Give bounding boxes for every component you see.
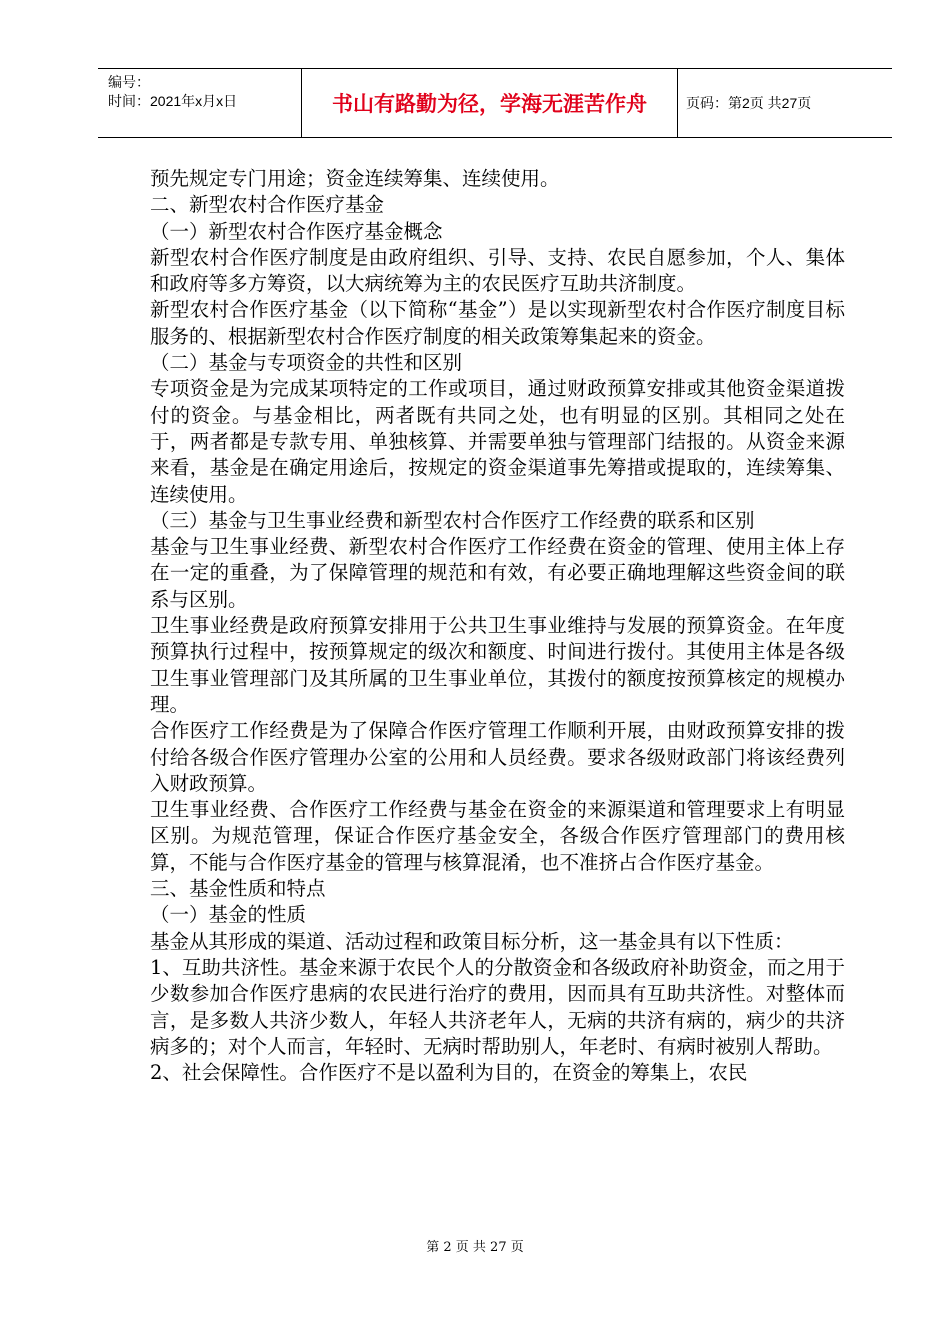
paragraph: 卫生事业经费是政府预算安排用于公共卫生事业维持与发展的预算资金。在年度预算执行过程中，按预算规定的级次和额度、时间进行拨付。其使用主体是各级卫生事业管理部门及其所属的卫生事业单位，其拨付的额度按预算核定的规模办理。: [150, 614, 845, 716]
header-number: 编号：: [108, 74, 150, 90]
paragraph: 新型农村合作医疗基金（以下简称“基金”）是以实现新型农村合作医疗制度目标服务的、根据新型农村合作医疗制度的相关政策筹集起来的资金。: [150, 298, 845, 348]
paragraph: 基金从其形成的渠道、活动过程和政策目标分析，这一基金具有以下性质：: [150, 929, 794, 953]
paragraph: 2、社会保障性。合作医疗不是以盈利为目的，在资金的筹集上，农民: [150, 1061, 748, 1085]
document-body: [150, 166, 845, 1086]
header-motto: 书山有路勤为径，学海无涯苦作舟: [302, 69, 678, 137]
subsection-heading: （三）基金与卫生事业经费和新型农村合作医疗工作经费的联系和区别: [150, 508, 755, 532]
subsection-heading: （一）新型农村合作医疗基金概念: [150, 219, 443, 243]
subsection-heading: （二）基金与专项资金的共性和区别: [150, 351, 463, 375]
paragraph: 新型农村合作医疗制度是由政府组织、引导、支持、农民自愿参加，个人、集体和政府等多方筹资，以大病统筹为主的农民医疗互助共济制度。: [150, 245, 845, 296]
subsection-heading: （一）基金的性质: [150, 903, 307, 927]
paragraph: 专项资金是为完成某项特定的工作或项目，通过财政预算安排或其他资金渠道拨付的资金。与基金相比，两者既有共同之处，也有明显的区别。其相同之处在于，两者都是专款专用、单独核算、并需要单独与管理部门结报的。从资金来源来看，基金是在确定用途后，按规定的资金渠道事先筹措或提取的，连续筹集、连续使用。: [150, 377, 845, 506]
paragraph: 合作医疗工作经费是为了保障合作医疗管理工作顺利开展，由财政预算安排的拨付给各级合作医疗管理办公室的公用和人员经费。要求各级财政部门将该经费列入财政预算。: [150, 719, 845, 795]
header-time: 时间：2021年x月x日: [108, 93, 238, 109]
section-heading: 二、新型农村合作医疗基金: [150, 193, 385, 217]
paragraph: 预先规定专门用途；资金连续筹集、连续使用。: [150, 167, 560, 190]
header-meta: [98, 69, 302, 137]
header-page-label: 页码：第2页 共27页: [686, 95, 812, 111]
paragraph: 基金与卫生事业经费、新型农村合作医疗工作经费在资金的管理、使用主体上存在一定的重叠，为了保障管理的规范和有效，有必要正确地理解这些资金间的联系与区别。: [150, 535, 845, 611]
paragraph: 1、互助共济性。基金来源于农民个人的分散资金和各级政府补助资金，而之用于少数参加合作医疗患病的农民进行治疗的费用，因而具有互助共济性。对整体而言，是多数人共济少数人，年轻人共济老年人，无病的共济有病的，病少的共济病多的；对个人而言，年轻时、无病时帮助别人，年老时、有病时被别人帮助。: [150, 955, 845, 1058]
section-heading: 三、基金性质和特点: [150, 877, 326, 901]
page-header: [98, 68, 892, 138]
page-footer: 第 2 页 共 27 页: [426, 1240, 524, 1255]
paragraph: 卫生事业经费、合作医疗工作经费与基金在资金的来源渠道和管理要求上有明显区别。为规范管理，保证合作医疗基金安全，各级合作医疗管理部门的费用核算，不能与合作医疗基金的管理与核算混淆，也不准挤占合作医疗基金。: [150, 798, 845, 874]
